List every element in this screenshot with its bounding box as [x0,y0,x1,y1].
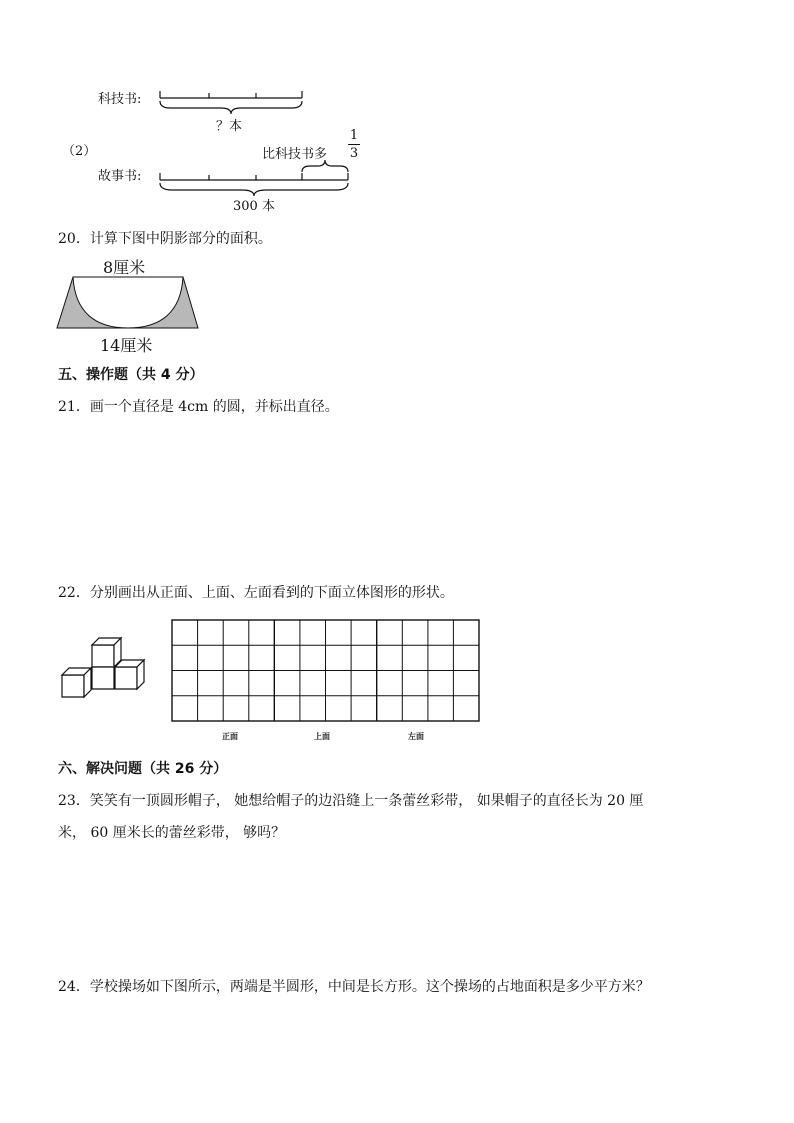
more-label: 比科技书多 [262,147,328,162]
drawing-grid [170,618,482,724]
q20-bottom-label: 14厘米 [100,336,153,355]
keji-brace [160,101,302,114]
keji-label: 科技书: [98,92,142,107]
gushi-label: 故事书: [98,169,142,184]
q21-text: 21．画一个直径是 4cm 的圆，并标出直径。 [58,399,339,415]
q23-line2: 米， 60 厘米长的蕾丝彩带， 够吗？ [58,825,286,841]
cube-stack-figure [58,630,153,705]
fraction-bar [348,144,360,145]
q23-line1: 23．笑笑有一顶圆形帽子， 她想给帽子的边沿缝上一条蕾丝彩带， 如果帽子的直径长为 20 厘 [58,793,644,809]
sub-number: （2） [62,144,97,159]
q20-top-label: 8厘米 [103,258,146,277]
q22-text: 22．分别画出从正面、上面、左面看到的下面立体图形的形状。 [58,585,454,601]
q20-text: 20．计算下图中阴影部分的面积。 [58,231,272,247]
section5-title: 五、操作题（共 4 分） [58,367,204,383]
total-label: 300 本 [233,199,275,214]
section6-title: 六、解决问题（共 26 分） [58,761,228,777]
q20-figure [55,272,200,332]
question-label: ？本 [216,119,243,134]
fraction-numerator: 1 [349,128,359,143]
fraction-denominator: 3 [349,146,359,161]
q22-grid [170,618,482,724]
label-front: 正面 [222,731,238,741]
q22-cubes [58,630,153,705]
trapezoid-semicircle-figure [55,272,200,332]
label-left: 左面 [408,731,424,741]
label-top: 上面 [314,731,330,741]
q24-text: 24．学校操场如下图所示，两端是半圆形，中间是长方形。这个操场的占地面积是多少平方米？ [58,979,650,995]
fraction [348,128,360,161]
